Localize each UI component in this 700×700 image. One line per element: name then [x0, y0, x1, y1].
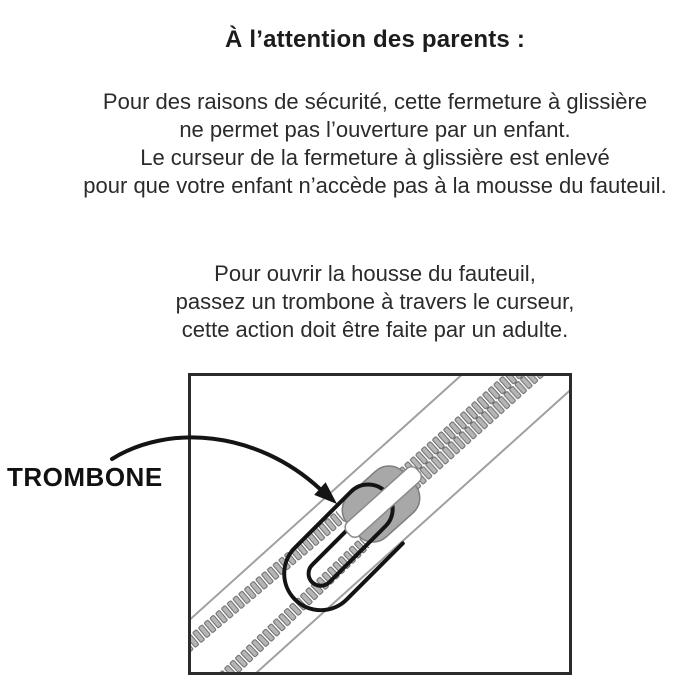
security-line: pour que votre enfant n’accède pas à la mousse du fauteuil. [83, 173, 667, 198]
instruction-line: Pour ouvrir la housse du fauteuil, [214, 261, 536, 286]
instruction-line: cette action doit être faite par un adulte. [181, 317, 569, 342]
instruction-line: passez un trombone à travers le curseur, [175, 289, 575, 314]
page-title: À l’attention des parents : [224, 26, 526, 53]
security-line: Le curseur de la fermeture à glissière est enlevé [140, 145, 610, 170]
security-line: Pour des raisons de sécurité, cette fermeture à glissière [102, 89, 648, 114]
security-line: ne permet pas l’ouverture par un enfant. [179, 117, 571, 142]
trombone-label: TROMBONE [7, 462, 163, 492]
zipper-diagram-box [188, 373, 572, 675]
zipper-diagram [191, 376, 569, 672]
zipper-band [191, 376, 569, 672]
security-paragraph [50, 88, 700, 200]
instruction-paragraph [50, 260, 700, 344]
